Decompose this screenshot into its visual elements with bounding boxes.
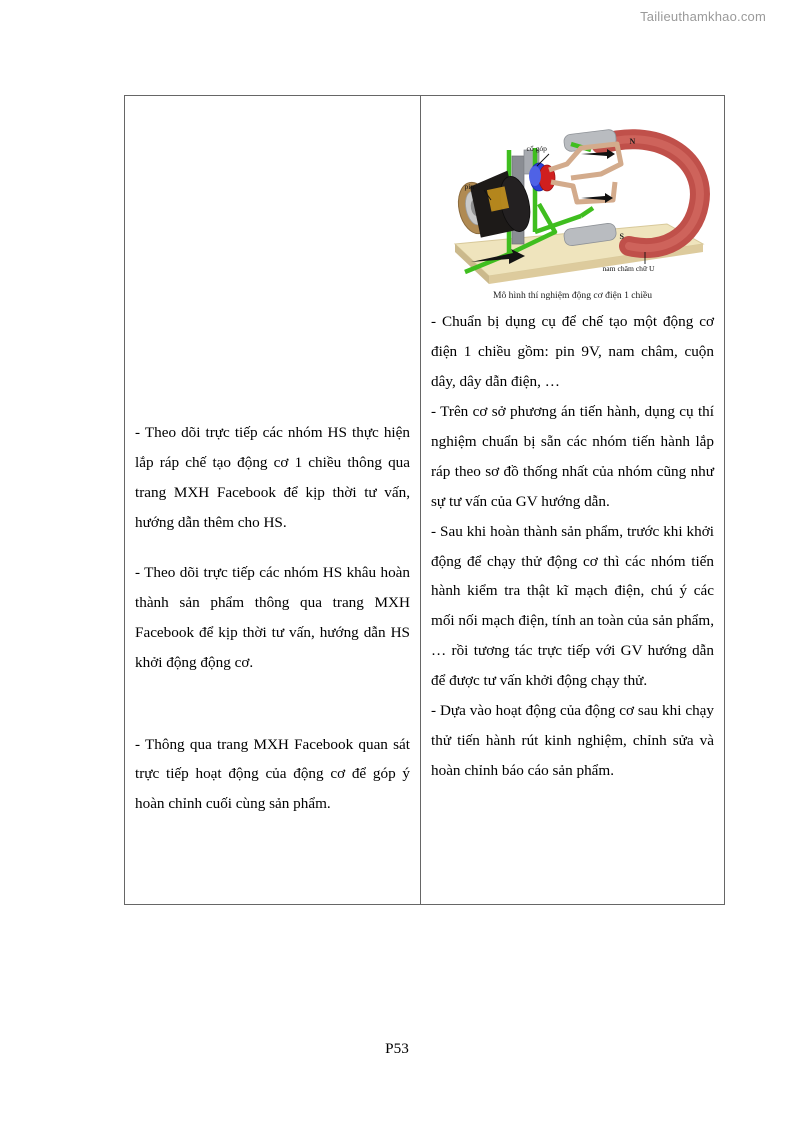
right-paragraph-4: - Dựa vào hoạt động của động cơ sau khi chạy thử tiến hành rút kinh nghiệm, chỉnh sửa và hoàn chỉnh báo cáo sản phẩm.: [431, 702, 714, 780]
commutator-label: cổ góp: [526, 144, 547, 153]
right-paragraph-1: - Chuẩn bị dụng cụ để chế tạo một động cơ điện 1 chiều gồm: pin 9V, nam châm, cuộn dây, dây dẫn điện, …: [431, 313, 714, 390]
figure-caption: Mô hình thí nghiệm động cơ điện 1 chiều: [492, 290, 653, 301]
south-pole-label: S: [619, 232, 624, 241]
left-paragraph-2: - Theo dõi trực tiếp các nhóm HS khâu hoàn thành sản phẩm thông qua trang MXH Facebook để kịp thời tư vấn, hướng dẫn HS khởi động động cơ.: [135, 563, 410, 671]
right-paragraph-2: - Trên cơ sở phương án tiến hành, dụng cụ thí nghiệm chuẩn bị sẵn các nhóm tiến hành lắp ráp theo sơ đồ thống nhất của nhóm cũng như sự tư vấn của GV hướng dẫn.: [431, 402, 714, 510]
site-watermark: Tailieuthamkhao.com: [640, 9, 766, 24]
left-column-spacer: [135, 102, 410, 418]
table-cell-right: [421, 96, 724, 904]
dc-motor-figure: [431, 104, 714, 301]
left-paragraph-3: - Thông qua trang MXH Facebook quan sát trực tiếp hoạt động của động cơ để góp ý hoàn chỉnh cuối cùng sản phẩm.: [135, 735, 410, 813]
right-paragraph-3: - Sau khi hoàn thành sản phẩm, trước khi khởi động để chạy thử động cơ thì các nhóm tiến hành kiểm tra thật kĩ mạch điện, chú ý các mối nối mạch điện, tính an toàn của sản phẩm, … rồi tương tác trực tiếp với GV hướng dẫn để được tư vấn khởi động chạy thử.: [431, 522, 715, 690]
north-pole-label: N: [629, 137, 636, 146]
left-paragraph-1: - Theo dõi trực tiếp các nhóm HS thực hiện lắp ráp chế tạo động cơ 1 chiều thông qua trang MXH Facebook để kịp thời tư vấn, hướng dẫn thêm cho HS.: [135, 424, 410, 531]
dc-motor-illustration: [431, 104, 715, 289]
dc-motor-svg: [431, 104, 715, 289]
two-column-table: [124, 95, 725, 905]
battery-label: pin: [464, 182, 475, 191]
table-cell-left: [125, 96, 421, 904]
page-number: P53: [385, 1040, 409, 1057]
u-magnet-label: nam châm chữ U: [602, 264, 655, 273]
